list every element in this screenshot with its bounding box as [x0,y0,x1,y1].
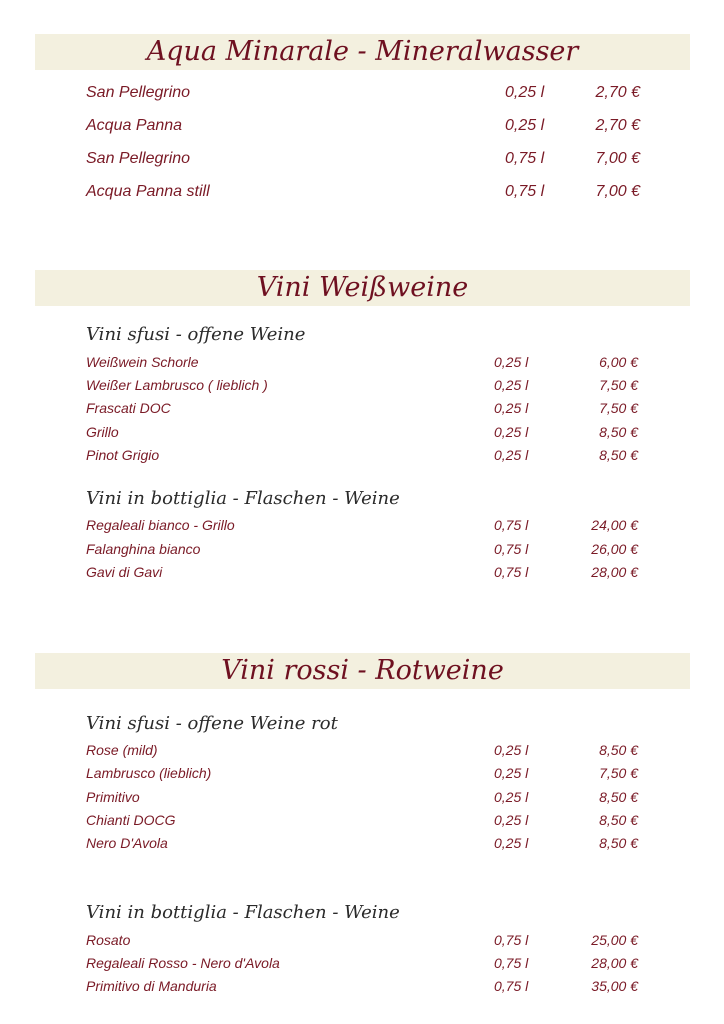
item-volume: 0,25 l [494,789,529,805]
item-price: 7,50 € [599,400,638,416]
item-volume: 0,75 l [505,150,545,167]
water-section-title: Aqua Minarale - Mineralwasser [146,36,579,67]
item-price: 8,50 € [599,424,638,440]
item-price: 2,70 € [595,117,640,134]
item-price: 35,00 € [591,978,638,994]
item-price: 7,50 € [599,377,638,393]
white-wine-section-band [35,270,690,306]
item-volume: 0,75 l [494,978,529,994]
item-price: 26,00 € [591,541,638,557]
item-volume: 0,25 l [505,117,545,134]
item-volume: 0,75 l [494,517,529,533]
item-price: 8,50 € [599,835,638,851]
item-price: 7,50 € [599,765,638,781]
item-volume: 0,25 l [494,400,529,416]
item-volume: 0,25 l [505,84,545,101]
item-volume: 0,25 l [494,447,529,463]
item-name: Regaleali bianco - Grillo [86,517,235,533]
item-name: Regaleali Rosso - Nero d'Avola [86,955,280,971]
item-price: 7,00 € [595,150,640,167]
item-name: Pinot Grigio [86,447,160,463]
item-name: Rose (mild) [86,742,158,758]
white-bottle-heading: Vini in bottiglia - Flaschen - Weine [86,488,400,509]
item-name: San Pellegrino [86,84,191,101]
item-price: 6,00 € [599,354,638,370]
item-price: 2,70 € [595,84,640,101]
item-price: 8,50 € [599,812,638,828]
item-name: Nero D'Avola [86,835,168,851]
item-name: Gavi di Gavi [86,564,163,580]
item-name: Weißer Lambrusco ( lieblich ) [86,377,268,393]
item-name: Falanghina bianco [86,541,201,557]
item-price: 7,00 € [595,183,640,200]
red-bottle-heading: Vini in bottiglia - Flaschen - Weine [86,902,400,923]
item-name: Lambrusco (lieblich) [86,765,212,781]
item-price: 24,00 € [591,517,638,533]
item-volume: 0,75 l [494,541,529,557]
item-name: San Pellegrino [86,150,191,167]
item-volume: 0,25 l [494,765,529,781]
item-price: 28,00 € [591,955,638,971]
red-open-heading: Vini sfusi - offene Weine rot [86,713,338,734]
item-volume: 0,25 l [494,835,529,851]
item-price: 8,50 € [599,789,638,805]
item-volume: 0,75 l [494,955,529,971]
item-volume: 0,75 l [505,183,545,200]
item-name: Weißwein Schorle [86,354,199,370]
red-wine-section-band [35,653,690,689]
item-volume: 0,25 l [494,377,529,393]
item-volume: 0,25 l [494,424,529,440]
white-open-heading: Vini sfusi - offene Weine [86,324,306,345]
item-name: Primitivo di Manduria [86,978,217,994]
item-name: Frascati DOC [86,400,171,416]
red-wine-section-title: Vini rossi - Rotweine [221,655,504,686]
item-name: Chianti DOCG [86,812,176,828]
item-name: Acqua Panna still [86,183,210,200]
water-section-band [35,34,690,70]
item-price: 25,00 € [591,932,638,948]
item-volume: 0,75 l [494,564,529,580]
item-price: 8,50 € [599,742,638,758]
item-price: 8,50 € [599,447,638,463]
item-volume: 0,25 l [494,742,529,758]
item-name: Primitivo [86,789,140,805]
item-name: Acqua Panna [86,117,183,134]
white-wine-section-title: Vini Weißweine [256,272,469,303]
item-volume: 0,25 l [494,354,529,370]
item-volume: 0,75 l [494,932,529,948]
item-price: 28,00 € [591,564,638,580]
item-name: Grillo [86,424,119,440]
item-volume: 0,25 l [494,812,529,828]
item-name: Rosato [86,932,131,948]
